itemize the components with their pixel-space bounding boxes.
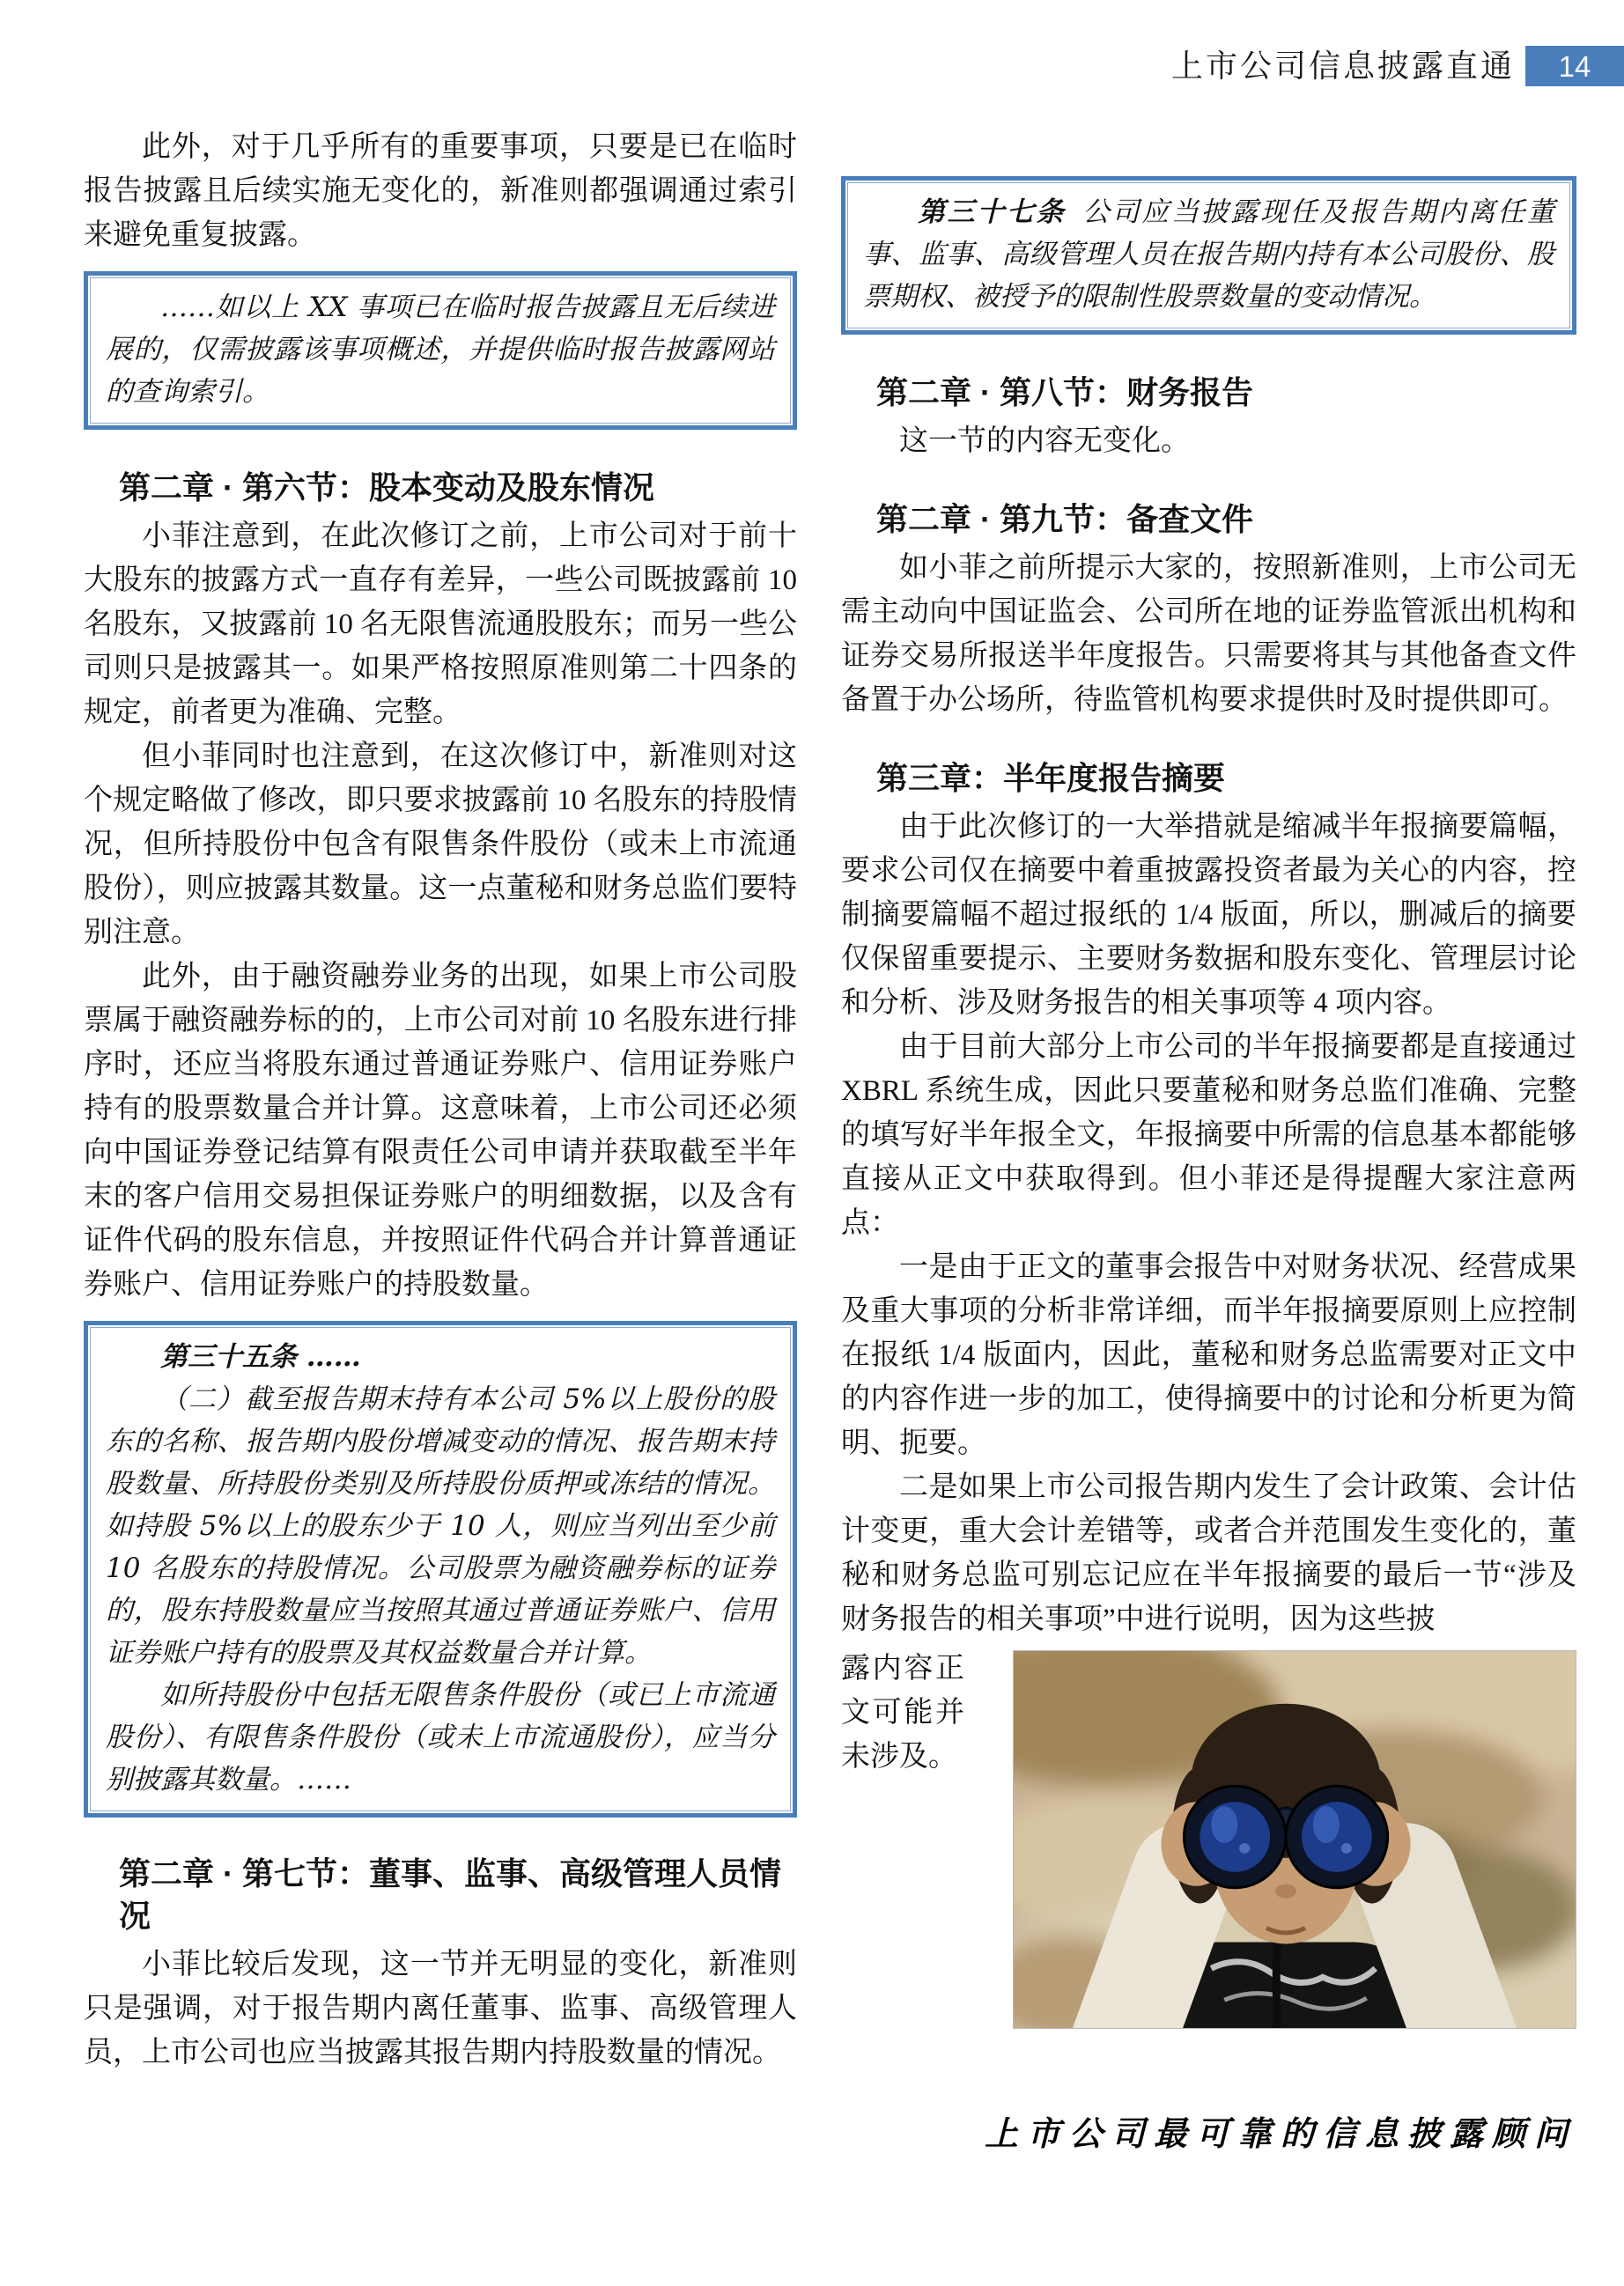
photo-row [841,1645,1576,2029]
page-header [1171,46,1624,86]
article37-paragraph [863,191,1554,318]
paragraph-top10-difference: 小菲注意到，在此次修订之前，上市公司对于前十大股东的披露方式一直存有差异，一些公司既披露前 10 名股东，又披露前 10 名无限售流通股股东；而另一些公司则只是披露其一。如果严格按照原准则第二十四条的规定，前者更为准确、完整。 [84,520,797,728]
paragraph-index-avoid-duplicate: 此外，对于几乎所有的重要事项，只要是已在临时报告披露且后续实施无变化的，新准则都强调通过索引来避免重复披露。 [84,131,797,251]
child-binoculars-illustration [1014,1651,1576,2028]
right-column [841,125,1576,2075]
binoculars-left-lens [1200,1802,1270,1872]
nose-shadow [1275,1884,1296,1899]
binoculars-right-lens [1302,1802,1372,1872]
page-number-badge: 14 [1525,46,1624,86]
paragraph-margin-trading: 此外，由于融资融券业务的出现，如果上市公司股票属于融资融券标的的，上市公司对前 10 名股东进行排序时，还应当将股东通过普通证券账户、信用证券账户持有的股票数量合并计算。这意味着，上市公司还必须向中国证券登记结算有限责任公司申请并获取截至半年末的客户信用交易担保证券账户的明细数据，以及含有证件代码的股东信息，并按照证件代码合并计算普通证券账户、信用证券账户的持股数量。 [84,961,797,1301]
paragraph-rule-modified: 但小菲同时也注意到，在这次修订中，新准则对这个规定略做了修改，即只要求披露前 10 名股东的持股情况，但所持股份中包含有限售条件股份（或未上市流通股份），则应披露其数量。这一点董秘和财务总监们要特别注意。 [84,741,797,948]
section-heading-ch2-sec8: 第二章 · 第八节：财务报告 [876,374,1253,410]
paragraph-financial-report-no-change: 这一节的内容无变化。 [899,425,1190,457]
child-binoculars-photo [1013,1650,1576,2029]
section-heading-ch2-sec7: 第二章 · 第七节：董事、监事、高级管理人员情况 [119,1855,781,1934]
left-lens-highlight [1211,1806,1237,1843]
quote-box-index-rule [84,271,797,430]
paragraph-directors-no-change: 小菲比较后发现，这一节并无明显的变化，新准则只是强调，对于报告期内离任董事、监事、高级管理人员，上市公司也应当披露其报告期内持股数量的情况。 [84,1949,797,2068]
paragraph-point-two: 二是如果上市公司报告期内发生了会计政策、会计估计变更，重大会计差错等，或者合并范围发生变化的，董秘和财务总监可别忘记应在半年报摘要的最后一节“涉及财务报告的相关事项”中进行说明，因为这些披 [841,1471,1576,1635]
article35-title: 第三十五条 …… [160,1341,361,1373]
paragraph-point-two-continued: 露内容正文可能并未涉及。 [841,1653,964,1773]
paragraph-summary-reduction: 由于此次修订的一大举措就是缩减半年报摘要篇幅，要求公司仅在摘要中着重披露投资者最为关心的内容，控制摘要篇幅不超过报纸的 1/4 版面，所以，删减后的摘要仅保留重要提示、主要财务数据和股东变化、管理层讨论和分析、涉及财务报告的相关事项等 4 项内容。 [841,811,1576,1019]
paragraph-xbrl-generation: 由于目前大部分上市公司的半年报摘要都是直接通过 XBRL 系统生成，因此只要董秘和财务总监们准确、完整的填写好半年报全文，年报摘要中所需的信息基本都能够直接从正文中获取得到。但小菲还是得提醒大家注意两点： [841,1031,1576,1239]
quote-box-article37 [841,176,1576,335]
section-heading-ch2-sec9: 第二章 · 第九节：备查文件 [876,501,1253,537]
content-columns [84,125,1576,2075]
paragraph-point-one: 一是由于正文的董事会报告中对财务状况、经营成果及重大事项的分析非常详细，而半年报摘要原则上应控制在报纸 1/4 版面内，因此，董秘和财务总监需要对正文中的内容作进一步的加工，使得摘要中的讨论和分析更为简明、扼要。 [841,1251,1576,1459]
paragraph-documents-for-inspection: 如小菲之前所提示大家的，按照新准则，上市公司无需主动向中国证监会、公司所在地的证券监管派出机构和证券交易所报送半年度报告。只需要将其与其他备查文件备置于办公场所，待监管机构要求提供时及时提供即可。 [841,552,1576,716]
article37-label: 第三十七条 [918,196,1067,228]
footer-slogan: 上市公司最可靠的信息披露顾问 [984,2113,1576,2153]
left-column [84,125,797,2075]
right-lens-glint [1341,1843,1352,1854]
page-header-title: 上市公司信息披露直通 [1170,48,1515,84]
article37-text: 公司应当披露现任及报告期内离任董事、监事、高级管理人员在报告期内持有本公司股份、股票期权、被授予的限制性股票数量的变动情况。 [863,196,1555,313]
right-lens-highlight [1313,1806,1340,1843]
left-lens-glint [1239,1843,1250,1854]
article35-item2: （二）截至报告期末持有本公司 5%以上股份的股东的名称、报告期内股份增减变动的情况、报告期末持股数量、所持股份类别及所持股份质押或冻结的情况。如持股 5%以上的股东少于 10 人，则应当列出至少前 10 名股东的持股情况。公司股票为融资融券标的证券的，股东持股数量应当按照其通过普通证券账户、信用证券账户持有的股票及其权益数量合并计算。 [106,1383,775,1669]
article35-item2-continued: 如所持股份中包括无限售条件股份（或已上市流通股份）、有限售条件股份（或未上市流通股份），应当分别披露其数量。…… [106,1679,775,1796]
quote-index-text: ……如以上 XX 事项已在临时报告披露且无后续进展的，仅需披露该事项概述，并提供临时报告披露网站的查询索引。 [106,291,775,408]
quote-box-article35 [84,1321,797,1818]
section-heading-ch2-sec6: 第二章 · 第六节：股本变动及股东情况 [119,469,654,505]
section-heading-ch3-summary: 第三章：半年度报告摘要 [876,760,1226,796]
